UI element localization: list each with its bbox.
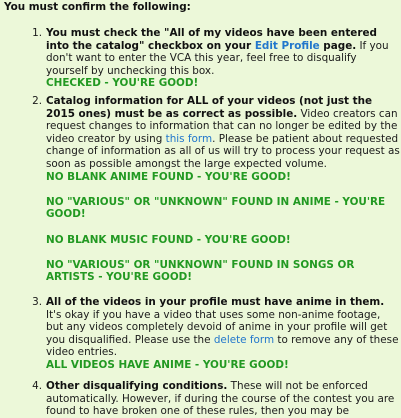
- requirement-detail-end: . Please be patient about requested change of information as all of us will try to process your request as soon as possible amongst the large expected volume.: [46, 132, 400, 170]
- item-number: 1.: [32, 27, 42, 39]
- requirement-detail: It's okay if you have a video that uses some non-anime footage, but any videos completely devoid of anime in your profile will get you disqualified. Please use the: [46, 308, 388, 346]
- requirement-bold: [46, 27, 377, 52]
- status-no-blank-anime: NO BLANK ANIME FOUND - YOU'RE GOOD!: [46, 170, 291, 183]
- item-number: 3.: [32, 296, 42, 308]
- requirement-text-end: page.: [319, 39, 357, 52]
- delete-form-link[interactable]: delete form: [213, 333, 275, 346]
- edit-profile-link[interactable]: Edit Profile: [254, 39, 320, 52]
- this-form-link[interactable]: this form: [165, 132, 213, 145]
- requirement-text: You must check the "All of my videos have been entered into the catalog" checkbox on your: [46, 27, 377, 52]
- requirement-detail: If you don't want to enter the VCA this year, feel free to disqualify yourself by unchecking this box.: [46, 39, 389, 77]
- item-body: [46, 380, 400, 418]
- status-checked: CHECKED - YOU'RE GOOD!: [46, 77, 199, 90]
- item-body: [46, 27, 400, 90]
- status-no-blank-music: NO BLANK MUSIC FOUND - YOU'RE GOOD!: [46, 233, 291, 246]
- status-all-have-anime: ALL VIDEOS HAVE ANIME - YOU'RE GOOD!: [46, 358, 289, 371]
- list-item-3: [20, 296, 400, 372]
- page-heading: You must confirm the following:: [4, 1, 191, 13]
- list-item-1: [20, 27, 400, 90]
- item-number: 4.: [32, 380, 42, 392]
- list-item-4: [20, 380, 400, 418]
- status-no-various-anime: NO "VARIOUS" OR "UNKNOWN" FOUND IN ANIME - YOU'RE GOOD!: [46, 195, 386, 221]
- requirement-detail-end: to remove any of these video entries.: [46, 333, 399, 359]
- status-no-various-songs: NO "VARIOUS" OR "UNKNOWN" FOUND IN SONGS OR ARTISTS - YOU'RE GOOD!: [46, 258, 355, 284]
- requirement-detail: These will not be enforced automatically. However, if during the course of the contest you are found to have broken one of these rules, then you may be: [46, 380, 395, 418]
- requirement-bold: Other disqualifying conditions.: [46, 380, 228, 392]
- requirement-detail: Video creators can request changes to information that can no longer be edited by the video creator by using: [46, 107, 398, 145]
- item-body: [46, 95, 400, 284]
- item-body: [46, 296, 400, 372]
- list-item-2: [20, 95, 400, 284]
- requirement-bold: Catalog information for ALL of your videos (not just the 2015 ones) must be as correct as possible.: [46, 95, 373, 120]
- requirement-bold: All of the videos in your profile must have anime in them.: [46, 296, 385, 308]
- item-number: 2.: [32, 95, 42, 107]
